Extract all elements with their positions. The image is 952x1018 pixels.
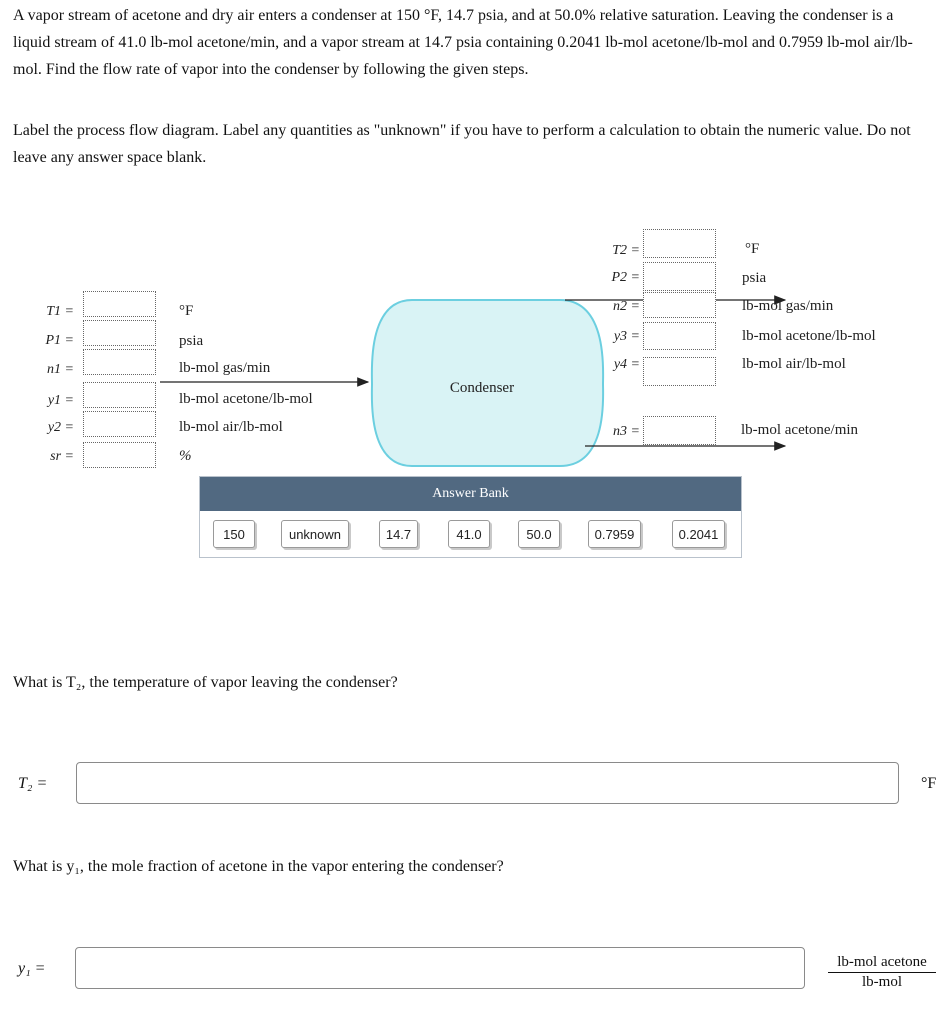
inlet-unit-sr: % — [179, 448, 192, 464]
inlet-unit-p1: psia — [179, 333, 204, 349]
inlet-unit-n1: lb-mol gas/min — [179, 360, 271, 376]
vapor-drop-t2[interactable] — [643, 229, 716, 258]
answer-bank-header: Answer Bank — [200, 477, 741, 511]
liquid-label-n3: n3 = — [613, 424, 640, 439]
inlet-label-y2: y2 = — [47, 420, 74, 435]
answer-chip[interactable]: 150 — [213, 520, 255, 548]
instruction-paragraph: Label the process flow diagram. Label any quantities as "unknown" if you have to perform a calculation to obtain the numeric value. Do not leave any answer space blank. — [13, 122, 911, 166]
inlet-drop-y1[interactable] — [83, 382, 156, 408]
inlet-label-sr: sr = — [50, 449, 74, 464]
inlet-unit-y1: lb-mol acetone/lb-mol — [179, 391, 313, 407]
y1-unit-fraction — [828, 953, 936, 991]
inlet-unit-y2: lb-mol air/lb-mol — [179, 419, 283, 435]
t2-unit: °F — [921, 775, 937, 792]
inlet-label-p1: P1 = — [45, 333, 74, 348]
answer-chip[interactable]: 14.7 — [379, 520, 418, 548]
question-y1: What is y₁, the mole fraction of acetone in the vapor entering the condenser? — [13, 858, 504, 875]
vapor-unit-p2: psia — [742, 270, 767, 286]
answer-chip[interactable]: 0.2041 — [672, 520, 725, 548]
liquid-unit-n3: lb-mol acetone/min — [741, 422, 859, 438]
condenser-label: Condenser — [449, 380, 515, 396]
vapor-unit-n2: lb-mol gas/min — [742, 298, 834, 314]
inlet-unit-t1: °F — [179, 303, 194, 319]
inlet-drop-y2[interactable] — [83, 411, 156, 437]
t2-label: T₂ = — [18, 775, 48, 792]
y1-answer-input[interactable] — [75, 947, 805, 989]
y1-unit-denominator: lb-mol — [862, 974, 902, 990]
vapor-drop-n2[interactable] — [643, 292, 716, 318]
answer-chip[interactable]: 0.7959 — [588, 520, 641, 548]
vapor-unit-y3: lb-mol acetone/lb-mol — [742, 328, 876, 344]
inlet-drop-t1[interactable] — [83, 291, 156, 317]
inlet-label-n1: n1 = — [47, 362, 74, 377]
vapor-drop-y4[interactable] — [643, 357, 716, 386]
answer-chip[interactable]: 50.0 — [518, 520, 560, 548]
question-t2: What is T₂, the temperature of vapor leaving the condenser? — [13, 674, 398, 691]
vapor-label-y3: y3 = — [613, 329, 640, 344]
inlet-drop-n1[interactable] — [83, 349, 156, 375]
answer-chip[interactable]: unknown — [281, 520, 349, 548]
liquid-drop-n3[interactable] — [643, 416, 716, 445]
y1-unit-numerator: lb-mol acetone — [828, 953, 936, 973]
inlet-drop-p1[interactable] — [83, 320, 156, 346]
vapor-unit-y4: lb-mol air/lb-mol — [742, 356, 846, 372]
vapor-label-n2: n2 = — [613, 299, 640, 314]
inlet-label-t1: T1 = — [46, 304, 74, 319]
vapor-drop-y3[interactable] — [643, 322, 716, 350]
vapor-unit-t2: °F — [745, 241, 760, 257]
vapor-label-p2: P2 = — [611, 270, 640, 285]
problem-paragraph: A vapor stream of acetone and dry air enters a condenser at 150 °F, 14.7 psia, and at 50.0% relative saturation. Leaving the condenser is a liquid stream of 41.0 lb-mol acetone/min, and a vapor stream at 14.7 psia containing 0.2041 lb-mol acetone/lb-mol and 0.7959 lb-mol air/lb-mol. Find the flow rate of vapor into the condenser by following the given steps. — [13, 7, 913, 78]
vapor-drop-p2[interactable] — [643, 262, 716, 291]
answer-chip[interactable]: 41.0 — [448, 520, 490, 548]
inlet-drop-sr[interactable] — [83, 442, 156, 468]
inlet-label-y1: y1 = — [47, 393, 74, 408]
t2-answer-input[interactable] — [76, 762, 899, 804]
y1-label: y₁ = — [18, 960, 46, 977]
vapor-label-t2: T2 = — [612, 243, 640, 258]
vapor-label-y4: y4 = — [613, 357, 640, 372]
